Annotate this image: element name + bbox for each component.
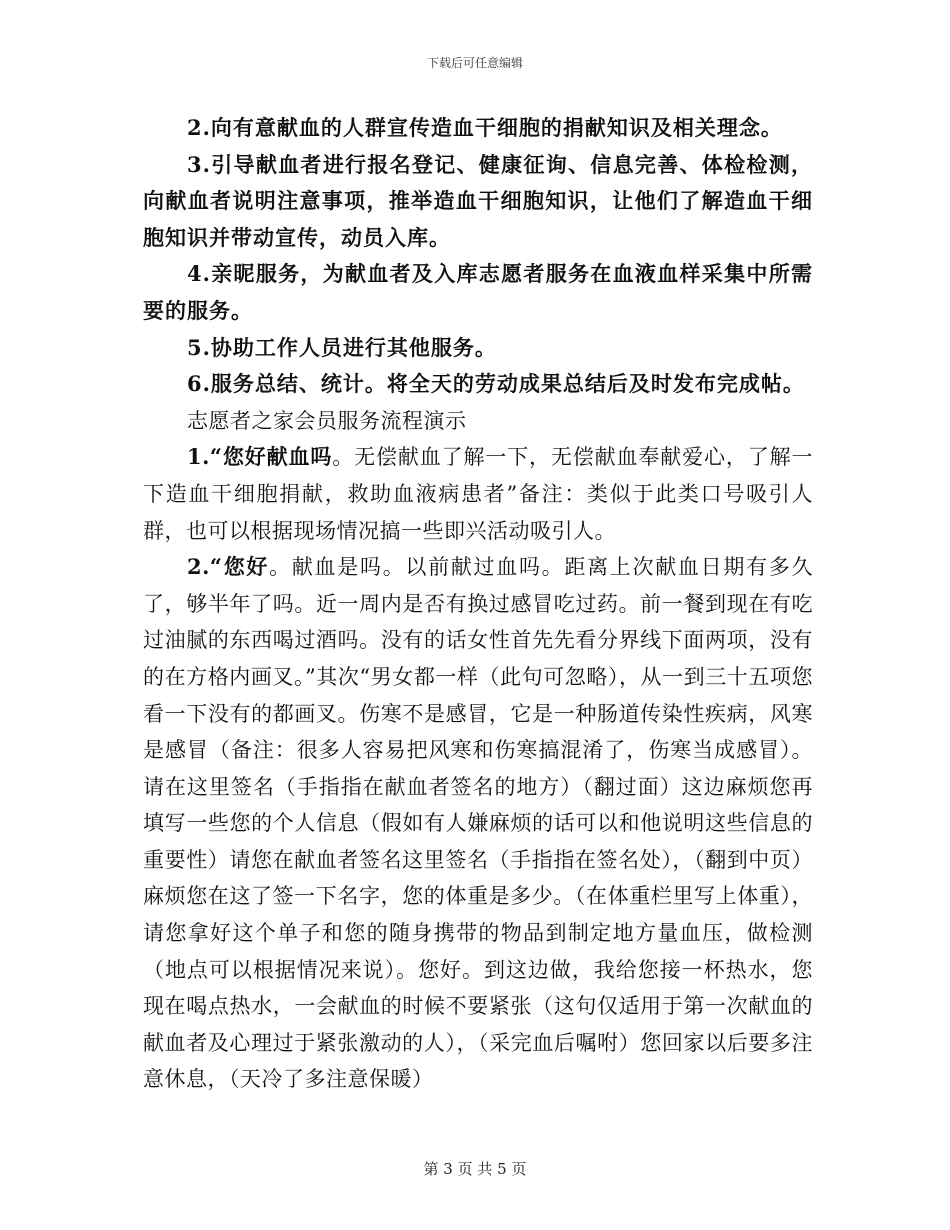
flow-item-1-text: 。无偿献血了解一下，无偿献血奉献爱心，了解一下造血干细胞捐献，救助血液病患者”备注：类似于此类口号吸引人群，也可以根据现场情况搞一些即兴活动吸引人。 bbox=[143, 445, 813, 543]
paragraph-item-5: 5.协助工作人员进行其他服务。 bbox=[187, 334, 497, 360]
flow-item-2-text: 。献血是吗。以前献过血吗。距离上次献血日期有多久了，够半年了吗。近一周内是否有换过感冒吃过药。前一餐到现在有吃过油腻的东西喝过酒吗。没有的话女性首先先看分界线下面两项，没有的在方格内画叉。”其次“男女都一样（此句可忽略），从一到三十五项您看一下没有的都画叉。伤寒不是感冒，它是一种肠道传染性疾病，风寒是感冒（备注：很多人容易把风寒和伤寒搞混淆了，伤寒当成感冒）。请在这里签名（手指指在献血者签名的地方）（翻过面）这边麻烦您再填写一些您的个人信息（假如有人嫌麻烦的话可以和他说明这些信息的重要性）请您在献血者签名这里签名（手指指在签名处），（翻到中页）麻烦您在这了签一下名字，您的体重是多少。（在体重栏里写上体重），请您拿好这个单子和您的随身携带的物品到制定地方量血压，做检测（地点可以根据情况来说）。您好。到这边做，我给您接一杯热水，您现在喝点热水，一会献血的时候不要紧张（这句仅适用于第一次献血的献血者及心理过于紧张激动的人），（采完血后嘱咐）您回家以后要多注意休息，（天冷了多注意保暖） bbox=[143, 555, 813, 1092]
paragraph-item-3: 3.引导献血者进行报名登记、健康征询、信息完善、体检检测，向献血者说明注意事项，推举造血干细胞知识，让他们了解造血干细胞知识并带动宣传，动员入库。 bbox=[143, 151, 813, 250]
paragraph-item-6: 6.服务总结、统计。将全天的劳动成果总结后及时发布完成帖。 bbox=[187, 371, 805, 397]
flow-item-2 bbox=[143, 549, 813, 1098]
paragraph-item-2: 2.向有意献血的人群宣传造血干细胞的捐献知识及相关理念。 bbox=[187, 115, 783, 140]
section-title: 志愿者之家会员服务流程演示 bbox=[187, 408, 467, 433]
flow-item-1-lead: 1.“您好献血吗 bbox=[187, 444, 333, 470]
flow-item-1 bbox=[143, 439, 813, 549]
flow-item-2-lead: 2.“您好 bbox=[187, 554, 270, 580]
document-body bbox=[143, 110, 813, 1098]
page-header-note: 下载后可任意编辑 bbox=[426, 56, 523, 70]
paragraph-item-4: 4.亲昵服务，为献血者及入库志愿者服务在血液血样采集中所需要的服务。 bbox=[143, 261, 813, 323]
page-number: 第 3 页 共 5 页 bbox=[423, 1160, 527, 1178]
